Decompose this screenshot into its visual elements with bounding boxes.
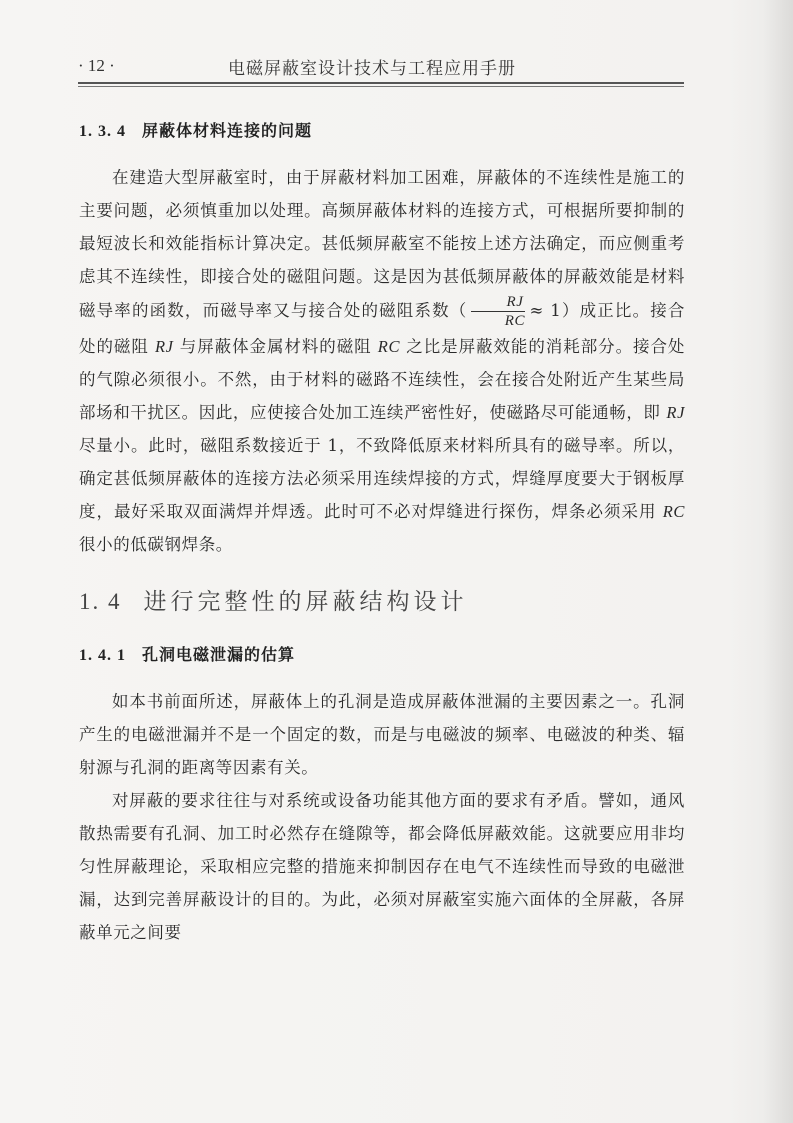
- section-heading-1-4: [79, 583, 685, 616]
- paragraph-text: 尽量小。此时，磁阻系数接近于 1，不致降低原来材料所具有的磁导率。所以，确定甚低频屏蔽体的连接方法必须采用连续焊接的方式，焊缝厚度要大于钢板厚度，最好采取双面满焊并焊透。此时可不必对焊缝进行探伤，焊条必须采用: [79, 436, 685, 521]
- paragraph: [79, 161, 685, 561]
- paragraph-text: 很小的低碳钢焊条。: [79, 535, 233, 554]
- fraction-numerator: RJ: [471, 293, 525, 312]
- running-title: 电磁屏蔽室设计技术与工程应用手册: [228, 58, 516, 79]
- paragraph-text: 与屏蔽体金属材料的磁阻: [173, 337, 378, 356]
- paragraph-text: 在建造大型屏蔽室时，由于屏蔽材料加工困难，屏蔽体的不连续性是施工的主要问题，必须慎重加以处理。高频屏蔽体材料的连接方式，可根据所要抑制的最短波长和效能指标计算决定。甚低频屏蔽室不能按上述方法确定，而应侧重考虑其不连续性，即接合处的磁阻问题。这是因为甚低频屏蔽体的屏蔽效能是材料磁导率的函数，而磁导率又与接合处的磁阻系数（: [79, 168, 685, 320]
- header-rule-thin: [78, 86, 684, 87]
- page-body: [79, 118, 685, 949]
- fraction-rj-over-rc: [471, 293, 525, 330]
- math-rj: RJ: [154, 337, 174, 356]
- section-number: 1. 3. 4: [79, 123, 126, 140]
- header-rule-thick: [78, 82, 684, 84]
- paragraph-text: ≈ 1）成正比。接合处的磁阻: [79, 301, 685, 356]
- math-rc: RC: [662, 502, 685, 521]
- section-title: 孔洞电磁泄漏的估算: [142, 645, 296, 664]
- math-rc: RC: [377, 337, 401, 356]
- page-number: · 12 ·: [78, 56, 115, 75]
- section-title: 进行完整性的屏蔽结构设计: [143, 589, 468, 615]
- paragraph: 对屏蔽的要求往往与对系统或设备功能其他方面的要求有矛盾。譬如，通风散热需要有孔洞、加工时必然存在缝隙等，都会降低屏蔽效能。这就要应用非均匀性屏蔽理论，采取相应完整的措施来抑制因存在电气不连续性而导致的电磁泄漏，达到完善屏蔽设计的目的。为此，必须对屏蔽室实施六面体的全屏蔽，各屏蔽单元之间要: [79, 791, 685, 942]
- section-heading-1-4-1: [79, 642, 685, 665]
- section-heading-1-3-4: [79, 118, 685, 141]
- section-title: 屏蔽体材料连接的问题: [142, 121, 313, 140]
- paragraph-text: 之比是屏蔽效能的消耗部分。接合处的气隙必须很小。不然，由于材料的磁路不连续性，会在接合处附近产生某些局部场和干扰区。因此，应使接合处加工连续严密性好，使磁路尽可能通畅，即: [79, 337, 685, 422]
- page-edge-shadow: [763, 0, 793, 1123]
- math-rj: RJ: [666, 403, 685, 422]
- running-header: [78, 52, 684, 80]
- section-number: 1. 4: [79, 589, 122, 614]
- section-number: 1. 4. 1: [79, 647, 126, 664]
- fraction-denominator: RC: [504, 313, 526, 329]
- paragraph: 如本书前面所述，屏蔽体上的孔洞是造成屏蔽体泄漏的主要因素之一。孔洞产生的电磁泄漏并不是一个固定的数，而是与电磁波的频率、电磁波的种类、辐射源与孔洞的距离等因素有关。: [79, 692, 685, 777]
